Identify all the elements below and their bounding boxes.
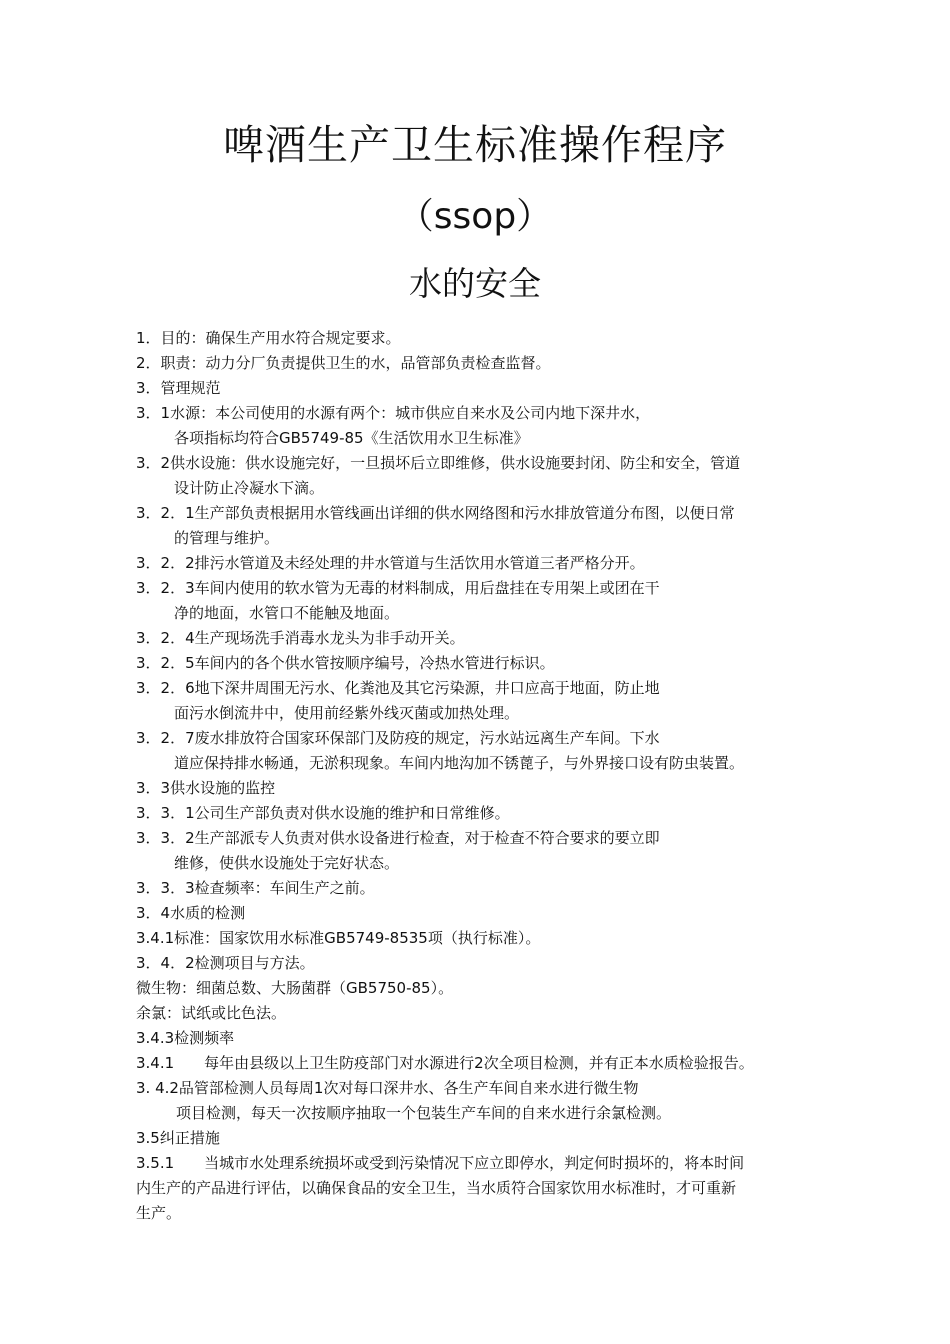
text-line: 净的地面，水管口不能触及地面。 xyxy=(174,604,400,622)
text-line: 3.4.1标准：国家饮用水标准GB5749-8535项（执行标准）。 xyxy=(136,929,541,947)
text-line: 3．2．7废水排放符合国家环保部门及防疫的规定，污水站远离生产车间。下水 xyxy=(136,729,660,747)
document-title: 啤酒生产卫生标准操作程序 xyxy=(223,121,727,169)
text-line: 3. 4.2品管部检测人员每周1次对每口深井水、各生产车间自来水进行微生物 xyxy=(136,1079,639,1097)
text-line: 面污水倒流井中，使用前经紫外线灭菌或加热处理。 xyxy=(174,704,520,722)
text-line: 1．目的：确保生产用水符合规定要求。 xyxy=(136,329,401,347)
text-line: 3.4.1 每年由县级以上卫生防疫部门对水源进行2次全项目检测，并有正本水质检验报告。 xyxy=(136,1054,754,1072)
text-line: 3．1水源：本公司使用的水源有两个：城市供应自来水及公司内地下深井水， xyxy=(136,404,651,422)
text-line: 3．2．6地下深井周围无污水、化粪池及其它污染源，井口应高于地面，防止地 xyxy=(136,679,660,697)
text-line: 3．3供水设施的监控 xyxy=(136,779,276,797)
text-line: 2．职责：动力分厂负责提供卫生的水，品管部负责检查监督。 xyxy=(136,354,551,372)
text-line: 3．2．4生产现场洗手消毒水龙头为非手动开关。 xyxy=(136,629,465,647)
text-line: 3．4．2检测项目与方法。 xyxy=(136,954,315,972)
text-line: 设计防止冷凝水下滴。 xyxy=(174,479,325,497)
text-line: 3.5.1 当城市水处理系统损坏或受到污染情况下应立即停水，判定何时损坏的，将本时间 xyxy=(136,1154,745,1172)
text-line: 3．2．5车间内的各个供水管按顺序编号，冷热水管进行标识。 xyxy=(136,654,555,672)
text-line: 项目检测，每天一次按顺序抽取一个包装生产车间的自来水进行余氯检测。 xyxy=(176,1104,672,1122)
text-line: 道应保持排水畅通，无淤积现象。车间内地沟加不锈蓖子，与外界接口设有防虫装置。 xyxy=(174,754,745,772)
text-line: 3．2．3车间内使用的软水管为无毒的材料制成，用后盘挂在专用架上或团在干 xyxy=(136,579,660,597)
text-line: 维修，使供水设施处于完好状态。 xyxy=(174,854,400,872)
text-line: 3．2．2排污水管道及未经处理的井水管道与生活饮用水管道三者严格分开。 xyxy=(136,554,645,572)
text-line: 3．4水质的检测 xyxy=(136,904,246,922)
text-line: 各项指标均符合GB5749-85《生活饮用水卫生标准》 xyxy=(174,429,529,447)
text-line: 3.5纠正措施 xyxy=(136,1129,220,1147)
text-line: 3．2．1生产部负责根据用水管线画出详细的供水网络图和污水排放管道分布图，以便日常 xyxy=(136,504,735,522)
text-line: 3．管理规范 xyxy=(136,379,221,397)
section-title: 水的安全 xyxy=(409,264,541,303)
text-line: 内生产的产品进行评估，以确保食品的安全卫生，当水质符合国家饮用水标准时，才可重新 xyxy=(136,1179,737,1197)
text-line: 的管理与维护。 xyxy=(174,529,280,547)
text-line: 3．2供水设施：供水设施完好，一旦损坏后立即维修，供水设施要封闭、防尘和安全，管道 xyxy=(136,454,741,472)
document-subtitle: （ssop） xyxy=(397,196,553,237)
text-line: 3．3．2生产部派专人负责对供水设备进行检查，对于检查不符合要求的要立即 xyxy=(136,829,660,847)
text-line: 3．3．3检查频率：车间生产之前。 xyxy=(136,879,375,897)
text-line: 3.4.3检测频率 xyxy=(136,1029,235,1047)
text-line: 3．3．1公司生产部负责对供水设施的维护和日常维修。 xyxy=(136,804,510,822)
text-line: 微生物：细菌总数、大肠菌群（GB5750-85）。 xyxy=(136,979,454,997)
text-line: 余氯：试纸或比色法。 xyxy=(136,1004,287,1022)
text-line: 生产。 xyxy=(136,1204,182,1222)
